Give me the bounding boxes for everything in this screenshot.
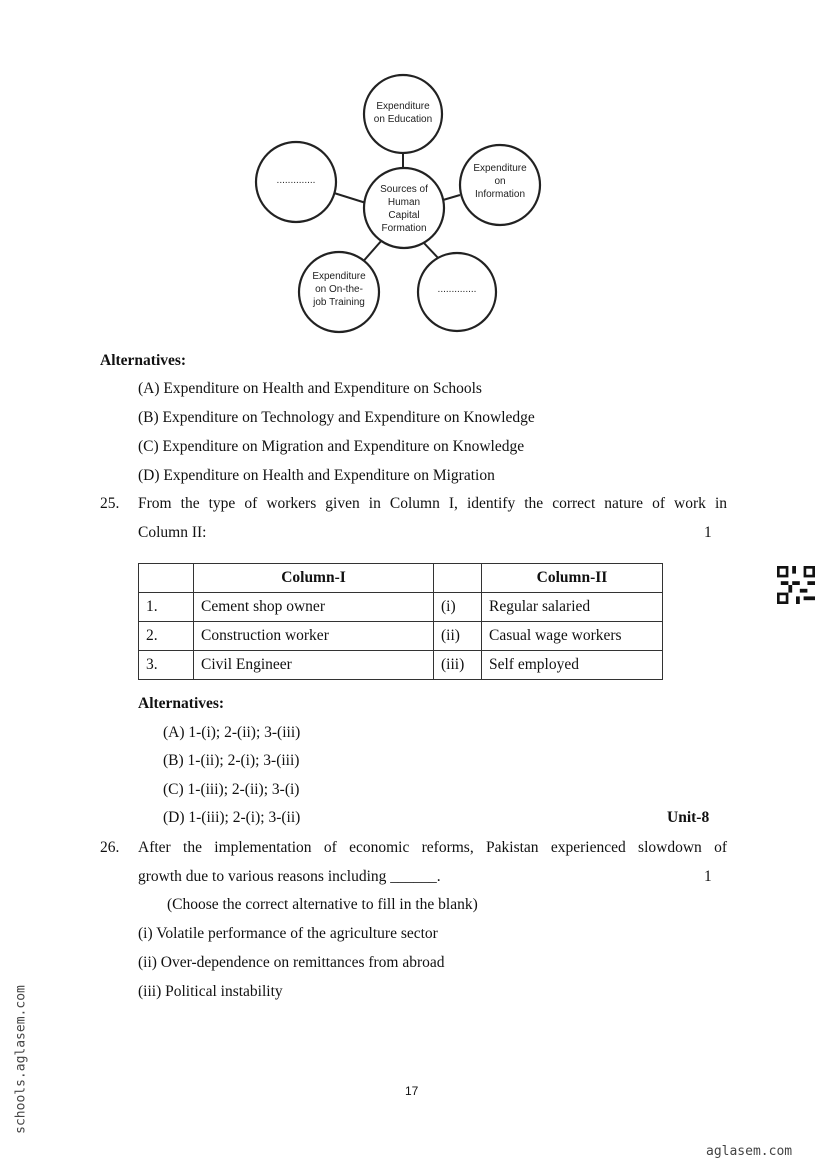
q26-item-1: (i) Volatile performance of the agriculture sector bbox=[138, 925, 438, 942]
q25-match-table bbox=[138, 563, 663, 680]
center-label-3: Capital bbox=[388, 210, 420, 221]
blank-right: .............. bbox=[437, 284, 477, 295]
q26-item-2: (ii) Over-dependence on remittances from abroad bbox=[138, 954, 445, 971]
center-circle bbox=[364, 168, 444, 248]
q25-number: 25. bbox=[100, 495, 120, 512]
row-number: 1. bbox=[139, 593, 194, 622]
q25-option-a: (A) 1-(i); 2-(ii); 3-(iii) bbox=[163, 724, 301, 741]
worker-type: Cement shop owner bbox=[194, 593, 434, 622]
q25-text-line1: From the type of workers given in Column I, identify the correct nature of work in bbox=[138, 495, 727, 512]
training-label-2: on On-the- bbox=[315, 284, 363, 295]
worker-type: Civil Engineer bbox=[194, 651, 434, 680]
q25-option-d: (D) 1-(iii); 2-(i); 3-(ii) bbox=[163, 809, 301, 826]
q24-option-b: (B) Expenditure on Technology and Expenditure on Knowledge bbox=[138, 409, 535, 426]
q25-option-c: (C) 1-(iii); 2-(ii); 3-(i) bbox=[163, 781, 300, 798]
qr-code-icon bbox=[776, 566, 816, 604]
table-row bbox=[139, 651, 663, 680]
page-number: 17 bbox=[405, 1084, 419, 1098]
q25-text-line2: Column II: bbox=[138, 524, 207, 541]
information-label-3: Information bbox=[474, 189, 526, 200]
education-label-1: Expenditure bbox=[376, 101, 430, 112]
alternatives-heading: Alternatives: bbox=[100, 352, 187, 369]
human-capital-diagram bbox=[250, 60, 550, 345]
q24-option-c: (C) Expenditure on Migration and Expenditure on Knowledge bbox=[138, 438, 525, 455]
q26-item-3: (iii) Political instability bbox=[138, 983, 283, 1000]
header-column-i: Column-I bbox=[194, 564, 434, 593]
row-roman: (i) bbox=[434, 593, 482, 622]
training-label-3: job Training bbox=[313, 297, 365, 308]
education-label-2: on Education bbox=[373, 114, 433, 125]
unit-label: Unit-8 bbox=[667, 809, 710, 826]
q26-marks: 1 bbox=[704, 868, 712, 885]
work-nature: Self employed bbox=[482, 651, 663, 680]
table-row bbox=[139, 622, 663, 651]
center-label-2: Human bbox=[387, 197, 421, 208]
center-label-4: Formation bbox=[381, 223, 427, 234]
work-nature: Casual wage workers bbox=[482, 622, 663, 651]
row-roman: (ii) bbox=[434, 622, 482, 651]
work-nature: Regular salaried bbox=[482, 593, 663, 622]
information-label-2: on bbox=[494, 176, 506, 187]
q26-number: 26. bbox=[100, 839, 120, 856]
center-label-1: Sources of bbox=[380, 184, 428, 195]
blank-left: .............. bbox=[276, 175, 316, 186]
training-label-1: Expenditure bbox=[312, 271, 366, 282]
row-number: 2. bbox=[139, 622, 194, 651]
row-number: 3. bbox=[139, 651, 194, 680]
table-header-row bbox=[139, 564, 663, 593]
row-roman: (iii) bbox=[434, 651, 482, 680]
q26-text-line1: After the implementation of economic reforms, Pakistan experienced slowdown of bbox=[138, 839, 727, 856]
header-cell bbox=[434, 564, 482, 593]
side-watermark: schools.aglasem.com bbox=[13, 985, 29, 1134]
q24-option-a: (A) Expenditure on Health and Expenditure on Schools bbox=[138, 380, 482, 397]
q26-instruction: (Choose the correct alternative to fill in the blank) bbox=[167, 896, 478, 913]
q24-option-d: (D) Expenditure on Health and Expenditure on Migration bbox=[138, 467, 495, 484]
bottom-watermark: aglasem.com bbox=[706, 1144, 793, 1159]
q25-alternatives-heading: Alternatives: bbox=[138, 695, 225, 712]
worker-type: Construction worker bbox=[194, 622, 434, 651]
header-column-ii: Column-II bbox=[482, 564, 663, 593]
q26-text-line2: growth due to various reasons including ______. bbox=[138, 868, 441, 885]
information-label-1: Expenditure bbox=[473, 163, 527, 174]
q25-option-b: (B) 1-(ii); 2-(i); 3-(iii) bbox=[163, 752, 300, 769]
table-row bbox=[139, 593, 663, 622]
header-cell bbox=[139, 564, 194, 593]
q25-marks: 1 bbox=[704, 524, 712, 541]
